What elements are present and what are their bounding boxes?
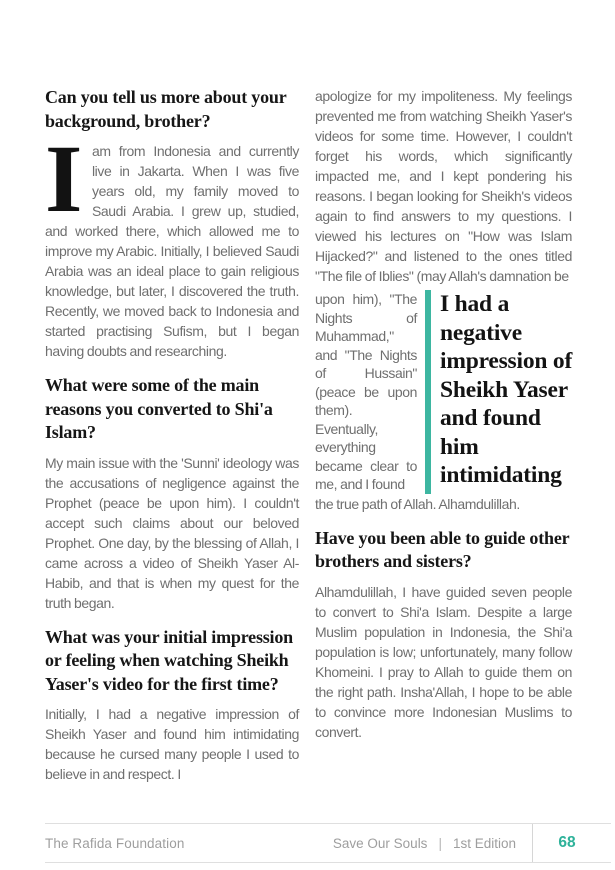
page-footer: [45, 823, 611, 863]
answer-paragraph-1: [45, 125, 299, 361]
drop-cap: I: [45, 125, 82, 232]
answer-paragraph-4: Alhamdulillah, I have guided seven people to convert to Shi'a Islam. Despite a large Muslim population in Indonesia, the Shi'a population is low; unfortunately, many follow Khomeini. I pray to Allah to guide them on the right path. Insha'Allah, I hope to be able to convince more Indonesian Muslims to convert.: [315, 583, 572, 740]
question-heading-3: What was your initial impression or feeling when watching Sheikh Yaser's video for the first time?: [45, 626, 293, 694]
pull-quote-text: I had a negative impression of Sheikh Yaser and found him intimidating: [440, 291, 573, 488]
edition-label: 1st Edition: [452, 835, 516, 851]
publisher-name: The Rafida Foundation: [45, 835, 185, 851]
pull-quote-accent-bar: [425, 290, 431, 494]
page-number: 68: [558, 834, 576, 851]
question-heading-4: Have you been able to guide other brothers and sisters?: [315, 527, 570, 571]
answer-paragraph-3: Initially, I had a negative impression of Sheikh Yaser and found him intimidating because he cursed many people I used to believe in and respect. I: [45, 706, 299, 782]
answer-paragraph-2: My main issue with the 'Sunni' ideology was the accusations of negligence against the Prophet (peace be upon him). I couldn't accept such claims about our beloved Prophet. One day, by the blessing of Allah, I came across a video of Sheikh Yaser Al-Habib, and that is when my quest for the truth began.: [45, 454, 299, 611]
right-column: [315, 86, 572, 784]
wrap-around-text-end: the true path of Allah. Alhamdulillah.: [315, 495, 520, 512]
pull-quote: [425, 290, 574, 494]
publication-title: Save Our Souls: [332, 835, 428, 851]
pull-quote-section: [315, 290, 572, 494]
left-column: [45, 86, 299, 784]
answer-text-1: am from Indonesia and currently live in Jakarta. When I was five years old, my family moved to Saudi Arabia. I grew up, studied, and worked there, which allowed me to improve my Arabic. Initially, I believed Saudi Arabia was an ideal place to gain religious knowledge, but later, I discovered the truth. Recently, we moved back to Indonesia and started practising Sufism, but I began having doubts and researching.: [45, 143, 299, 359]
publication-info: [333, 836, 532, 851]
footer-separator: |: [438, 835, 442, 851]
article-body: [45, 86, 572, 784]
question-heading-1: Can you tell us more about your background, brother?: [45, 87, 287, 131]
question-heading-2: What were some of the main reasons you converted to Shi'a Islam?: [45, 375, 273, 442]
answer-paragraph-3-continuation: apologize for my impoliteness. My feelings prevented me from watching Sheikh Yaser's videos for some time. However, I couldn't forget his words, which significantly impacted me, and I kept pondering his reasons. I began looking for Sheikh's videos again to find answers to my questions. I viewed his lectures on "How was Islam Hijacked?" and listened to the ones titled "The file of Iblies" (may Allah's damnation be: [315, 88, 572, 284]
wrap-around-text: upon him), "The Nights of Muhammad," and "The Nights of Hussain" (peace be upon them). Eventually, everything became clear to me, and I found: [315, 291, 417, 492]
